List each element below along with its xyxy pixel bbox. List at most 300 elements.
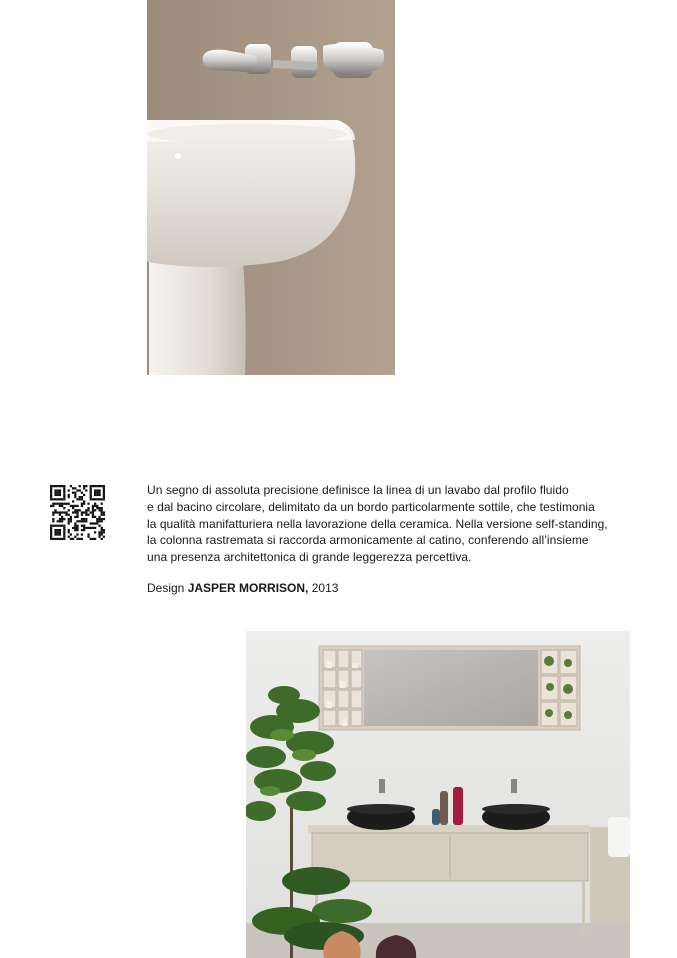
qr-module [50,525,52,527]
qr-module [72,487,74,489]
qr-module [57,489,59,491]
qr-module [72,511,74,513]
qr-module [98,509,100,511]
qr-module [63,511,65,513]
qr-module [90,489,92,491]
qr-module [90,496,92,498]
qr-module [68,489,70,491]
qr-module [68,494,70,496]
qr-module [101,498,103,500]
qr-module [103,511,105,513]
qr-module [59,494,61,496]
qr-module [94,485,96,487]
qr-module [101,485,103,487]
qr-module [76,533,78,535]
qr-module [57,492,59,494]
qr-module [74,505,76,507]
qr-module [81,492,83,494]
qr-module [81,518,83,520]
qr-module [85,520,87,522]
qr-module [90,527,92,529]
qr-module [50,531,52,533]
qr-module [87,507,89,509]
qr-module [59,538,61,540]
qr-module [101,518,103,520]
qr-module [70,520,72,522]
qr-module [54,538,56,540]
qr-module [57,531,59,533]
qr-module [96,518,98,520]
qr-module [74,527,76,529]
qr-module [79,509,81,511]
qr-module [90,522,92,524]
qr-module [50,536,52,538]
qr-module [68,514,70,516]
qr-module [85,514,87,516]
qr-module [54,485,56,487]
qr-module [101,503,103,505]
qr-module [59,511,61,513]
qr-module [98,518,100,520]
qr-module [101,507,103,509]
qr-module [59,520,61,522]
qr-module [101,514,103,516]
qr-module [103,496,105,498]
qr-module [90,498,92,500]
qr-module [59,498,61,500]
qr-module [94,498,96,500]
qr-module [61,498,63,500]
vanity-photo [246,631,630,958]
qr-module [87,514,89,516]
qr-module [54,489,56,491]
qr-module [68,496,70,498]
qr-module [61,538,63,540]
qr-module [103,492,105,494]
qr-module [74,487,76,489]
qr-module [101,533,103,535]
qr-module [74,509,76,511]
qr-module [76,538,78,540]
qr-module [92,485,94,487]
qr-module [103,487,105,489]
qr-module [103,514,105,516]
qr-module [54,533,56,535]
qr-module [98,507,100,509]
qr-module [59,505,61,507]
qr-module [63,529,65,531]
qr-module [85,527,87,529]
qr-module [61,505,63,507]
qr-module [74,529,76,531]
qr-module [74,511,76,513]
qr-module [96,492,98,494]
qr-module [59,485,61,487]
qr-module [83,529,85,531]
qr-module [74,522,76,524]
qr-module [92,507,94,509]
qr-module [101,520,103,522]
qr-module [54,494,56,496]
qr-module [92,516,94,518]
qr-module [94,538,96,540]
description-line: Un segno di assoluta precisione definisce la linea di un lavabo dal profilo fluido [147,483,569,497]
qr-module [70,518,72,520]
qr-module [96,520,98,522]
qr-module [63,489,65,491]
qr-module [103,531,105,533]
qr-module [96,485,98,487]
qr-module [98,498,100,500]
qr-module [52,520,54,522]
qr-module [103,489,105,491]
qr-module [63,536,65,538]
qr-module [87,503,89,505]
qr-module [72,527,74,529]
qr-module [94,492,96,494]
qr-module [68,536,70,538]
qr-module [103,485,105,487]
qr-module [68,509,70,511]
qr-module [79,489,81,491]
qr-module [68,503,70,505]
qr-module [76,527,78,529]
qr-module [92,514,94,516]
qr-module [63,525,65,527]
qr-module [81,529,83,531]
qr-module [63,507,65,509]
qr-module [52,518,54,520]
qr-module [83,487,85,489]
description-line: e dal bacino circolare, delimitato da un bordo particolarmente sottile, che testimonia [147,499,595,514]
qr-module [101,527,103,529]
qr-module [98,533,100,535]
qr-module [101,509,103,511]
description-line: la qualità manifatturiera nella lavorazione della ceramica. Nella versione self-standing, [147,516,608,531]
qr-module [54,511,56,513]
qr-module [59,489,61,491]
qr-module [63,485,65,487]
qr-module [63,494,65,496]
qr-module [85,489,87,491]
qr-module [94,522,96,524]
qr-module [61,518,63,520]
qr-module [74,536,76,538]
qr-module [96,522,98,524]
qr-module [74,496,76,498]
qr-module [81,520,83,522]
qr-module [61,511,63,513]
qr-module [70,538,72,540]
qr-module [81,533,83,535]
qr-module [57,511,59,513]
qr-module [63,496,65,498]
qr-module [52,525,54,527]
qr-module [52,498,54,500]
qr-module [81,503,83,505]
qr-module [65,511,67,513]
qr-module [81,538,83,540]
qr-module [54,498,56,500]
vanity-illustration [246,631,630,958]
qr-module [54,492,56,494]
qr-module [76,525,78,527]
qr-module [94,509,96,511]
qr-module [63,492,65,494]
qr-module [87,533,89,535]
qr-module [76,511,78,513]
qr-module [96,494,98,496]
qr-module [87,527,89,529]
design-credit [147,580,338,596]
qr-module [57,503,59,505]
mirror [364,650,538,726]
qr-module [70,516,72,518]
qr-code-icon [50,485,105,540]
qr-module [98,520,100,522]
qr-module [50,489,52,491]
qr-module [68,531,70,533]
qr-module [98,525,100,527]
qr-module [103,529,105,531]
qr-module [59,531,61,533]
qr-module [50,494,52,496]
pedestal-column [149,258,246,375]
qr-module [61,503,63,505]
qr-module [92,522,94,524]
qr-module [68,522,70,524]
qr-module [83,485,85,487]
qr-module [57,520,59,522]
credit-year: 2013 [311,581,339,595]
qr-module [54,509,56,511]
qr-module [90,487,92,489]
qr-module [54,503,56,505]
qr-module [96,505,98,507]
qr-module [57,498,59,500]
qr-module [83,525,85,527]
qr-module [76,514,78,516]
qr-module [90,492,92,494]
qr-module [96,489,98,491]
qr-module [52,485,54,487]
qr-module [101,531,103,533]
qr-module [92,498,94,500]
qr-module [65,503,67,505]
qr-module [74,516,76,518]
qr-module [94,527,96,529]
qr-module [70,485,72,487]
qr-module [61,485,63,487]
qr-module [54,525,56,527]
qr-module [50,498,52,500]
qr-module [90,485,92,487]
qr-module [54,529,56,531]
qr-module [92,538,94,540]
qr-module [61,525,63,527]
qr-module [74,525,76,527]
qr-module [79,498,81,500]
qr-module [90,511,92,513]
qr-module [103,498,105,500]
qr-module [70,505,72,507]
qr-module [85,485,87,487]
qr-module [98,489,100,491]
qr-module [57,529,59,531]
qr-module [59,529,61,531]
qr-module [72,507,74,509]
qr-module [94,531,96,533]
qr-module [52,505,54,507]
qr-module [63,518,65,520]
qr-module [76,529,78,531]
qr-module [79,485,81,487]
qr-module [63,527,65,529]
qr-module [83,527,85,529]
qr-module [103,494,105,496]
qr-module [63,503,65,505]
qr-module [57,525,59,527]
qr-module [50,487,52,489]
qr-module [76,505,78,507]
qr-module [50,527,52,529]
qr-module [63,487,65,489]
qr-module [96,507,98,509]
qr-module [85,509,87,511]
qr-module [61,516,63,518]
qr-module [72,492,74,494]
qr-module [59,514,61,516]
qr-module [87,536,89,538]
qr-module [61,520,63,522]
qr-module [96,498,98,500]
qr-module [98,516,100,518]
qr-module [90,494,92,496]
qr-module [98,485,100,487]
qr-module [52,538,54,540]
qr-module [98,494,100,496]
qr-module [76,520,78,522]
qr-module [81,498,83,500]
qr-module [50,485,52,487]
qr-module [50,529,52,531]
description-line: la colonna rastremata si raccorda armonicamente al catino, conferendo all’insieme [147,533,589,548]
qr-module [83,520,85,522]
qr-module [63,498,65,500]
qr-module [74,492,76,494]
qr-module [76,489,78,491]
qr-module [81,514,83,516]
qr-module [101,511,103,513]
qr-module [57,538,59,540]
qr-module [50,505,52,507]
qr-module [50,538,52,540]
qr-module [92,505,94,507]
qr-module [101,538,103,540]
qr-module [52,503,54,505]
qr-module [76,498,78,500]
qr-module [70,533,72,535]
qr-module [52,511,54,513]
qr-module [63,533,65,535]
qr-module [94,505,96,507]
qr-module [85,518,87,520]
qr-module [79,520,81,522]
qr-code[interactable] [50,485,105,540]
qr-module [57,533,59,535]
qr-module [98,531,100,533]
qr-module [68,518,70,520]
qr-module [94,494,96,496]
qr-module [76,516,78,518]
qr-module [94,489,96,491]
qr-module [50,492,52,494]
qr-module [63,538,65,540]
qr-module [94,516,96,518]
qr-module [72,538,74,540]
qr-module [50,533,52,535]
qr-module [98,492,100,494]
qr-module [92,527,94,529]
qr-module [59,503,61,505]
qr-module [87,509,89,511]
qr-module [98,536,100,538]
qr-module [76,509,78,511]
qr-module [68,529,70,531]
qr-module [81,525,83,527]
qr-module [92,511,94,513]
qr-module [59,525,61,527]
qr-module [92,509,94,511]
description-line: una presenza architettonica di grande leggerezza percettiva. [147,550,472,565]
qr-module [54,531,56,533]
qr-module [72,505,74,507]
qr-module [81,505,83,507]
washbasin-photo [147,0,395,375]
qr-module [83,494,85,496]
qr-module [81,511,83,513]
product-description [147,482,637,566]
designer-name: JASPER MORRISON, [187,581,309,595]
qr-module [50,496,52,498]
qr-module [57,494,59,496]
qr-module [59,533,61,535]
qr-module [81,496,83,498]
qr-module [63,531,65,533]
qr-module [74,494,76,496]
qr-module [83,503,85,505]
qr-module [52,514,54,516]
qr-module [83,500,85,502]
qr-module [90,538,92,540]
qr-module [83,511,85,513]
qr-module [68,520,70,522]
qr-module [79,496,81,498]
qr-module [59,492,61,494]
qr-module [72,500,74,502]
qr-module [101,529,103,531]
vanity-top [308,825,590,833]
qr-module [85,511,87,513]
qr-module [59,518,61,520]
credit-prefix: Design [147,581,185,595]
qr-module [65,514,67,516]
qr-module [83,518,85,520]
washbasin-illustration [147,0,395,375]
qr-module [94,503,96,505]
qr-module [57,485,59,487]
qr-module [103,518,105,520]
